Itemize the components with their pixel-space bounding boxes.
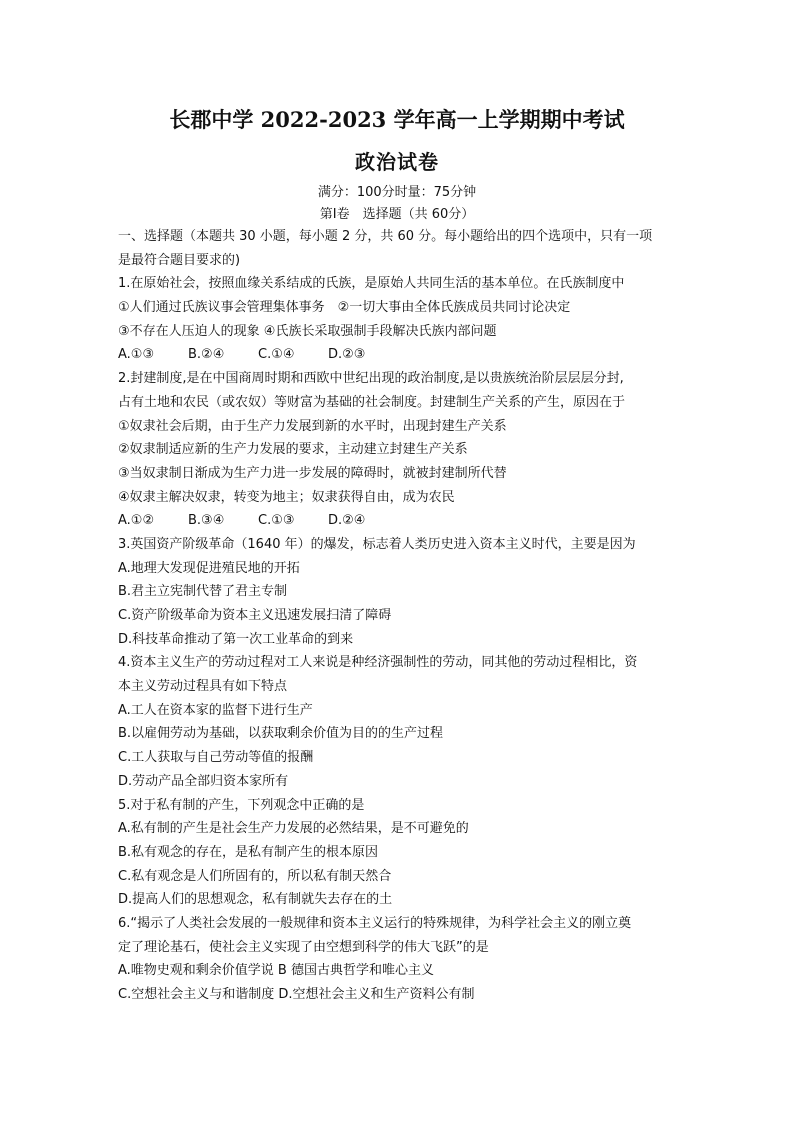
answer-option: C.私有观念是人们所固有的，所以私有制天然合 [118, 868, 392, 884]
answer-option: C.空想社会主义与和谐制度 D.空想社会主义和生产资料公有制 [118, 987, 475, 1002]
exam-info: 满分：100分时量：75分钟 [317, 185, 477, 200]
question-item: ①人们通过氏族议事会管理集体事务 ②一切大事由全体氏族成员共同讨论决定 [118, 300, 571, 316]
answer-option: C.资产阶级革命为资本主义迅速发展扫清了障碍 [118, 608, 392, 623]
question-item: ③当奴隶制日渐成为生产力进一步发展的障碍时，就被封建制所代替 [118, 465, 507, 481]
choice-option: C.①④ [258, 347, 295, 363]
choice-option: D.②④ [328, 513, 366, 529]
answer-option: D.科技革命推动了第一次工业革命的到来 [118, 631, 354, 647]
question-stem: 2.封建制度,是在中国商周时期和西欧中世纪出现的政治制度,是以贵族统治阶层层层分封, [118, 371, 624, 387]
answer-option: B.私有观念的存在，是私有制产生的根本原因 [118, 844, 379, 860]
answer-option: A.唯物史观和剩余价值学说 B 德国古典哲学和唯心主义 [118, 963, 434, 979]
exam-subtitle: 政治试卷 [355, 150, 439, 174]
question-item: ③不存在人压迫人的现象 ④氏族长采取强制手段解决氏族内部问题 [118, 323, 497, 339]
answer-option: A.私有制的产生是社会生产力发展的必然结果，是不可避免的 [118, 821, 469, 837]
question-stem: 1.在原始社会，按照血缘关系结成的氏族，是原始人共同生活的基本单位。在氏族制度中 [118, 276, 625, 292]
question-stem: 本主义劳动过程具有如下特点 [118, 679, 288, 695]
question-choices [118, 343, 683, 367]
choice-option: B.③④ [188, 513, 225, 529]
choice-option: A.①② [118, 513, 155, 529]
question-item: ④奴隶主解决奴隶，转变为地主；奴隶获得自由，成为农民 [118, 489, 455, 505]
answer-option: B.以雇佣劳动为基础，以获取剩余价值为目的的生产过程 [118, 726, 444, 742]
question-stem: 3.英国资产阶级革命（1640 年）的爆发，标志着人类历史进入资本主义时代，主要是因为 [118, 536, 636, 552]
answer-option: A.地理大发现促进殖民地的开拓 [118, 560, 300, 576]
question-stem: 定了理论基石，使社会主义实现了由空想到科学的伟大飞跃”的是 [118, 939, 489, 955]
question-stem: 5.对于私有制的产生，下列观念中正确的是 [118, 797, 365, 813]
section-instructions: 是最符合题目要求的) [118, 252, 241, 268]
question-item: ①奴隶社会后期，由于生产力发展到新的水平时，出现封建生产关系 [118, 418, 507, 434]
choice-option: B.②④ [188, 347, 225, 363]
answer-option: D.提高人们的思想观念，私有制就失去存在的土 [118, 892, 393, 908]
choice-option: A.①③ [118, 347, 155, 363]
question-stem: 6.“揭示了人类社会发展的一般规律和资本主义运行的特殊规律，为科学社会主义的刚立奠 [118, 915, 632, 931]
answer-option: A.工人在资本家的监督下进行生产 [118, 702, 313, 718]
choice-option: D.②③ [328, 347, 366, 363]
answer-option: D.劳动产品全部归资本家所有 [118, 773, 289, 789]
section-instructions: 一、选择题（本题共 30 小题，每小题 2 分，共 60 分。每小题给出的四个选项中，只有一项 [118, 229, 653, 244]
exam-body [118, 225, 683, 1007]
exam-title: 长郡中学 2022-2023 学年高一上学期期中考试 [169, 107, 625, 132]
question-stem: 4.资本主义生产的劳动过程对工人来说是种经济强制性的劳动，同其他的劳动过程相比，资 [118, 655, 638, 671]
answer-option: C.工人获取与自己劳动等值的报酬 [118, 750, 314, 766]
answer-option: B.君主立宪制代替了君主专制 [118, 584, 288, 600]
volume-heading: 第Ⅰ卷 选择题（共 60分） [319, 207, 475, 222]
choice-option: C.①③ [258, 513, 295, 529]
question-item: ②奴隶制适应新的生产力发展的要求，主动建立封建生产关系 [118, 442, 468, 458]
question-choices [118, 509, 683, 533]
question-stem: 占有土地和农民（或农奴）等财富为基础的社会制度。封建制生产关系的产生，原因在于 [118, 394, 626, 410]
